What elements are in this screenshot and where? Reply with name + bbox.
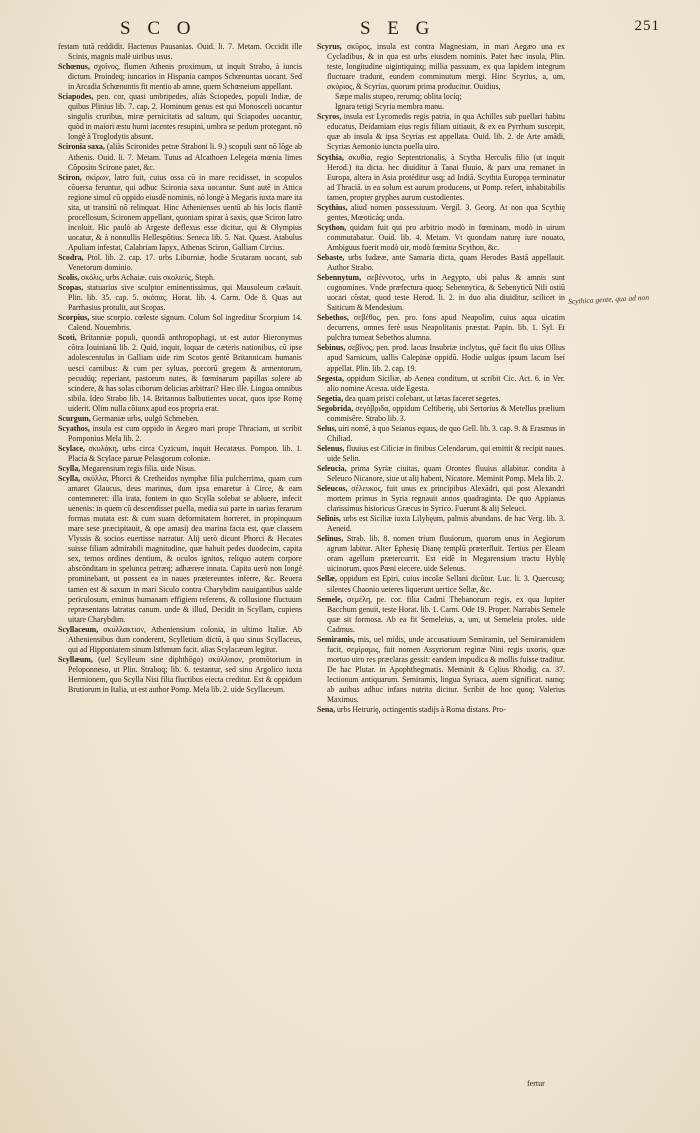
- entry-headword: Sebennytum,: [317, 273, 362, 283]
- left-column: [58, 42, 302, 695]
- entry-text: Ptol. lib. 2. cap. 17. urbs Liburniæ, hodie Scutaram uocant, sub Venetorum dominio.: [68, 252, 302, 273]
- entry-text: Britanniæ populi, quondā anthropophagi, ut est autor Hieronymus cõtra Iouinianū lib. 2. Quid, inquit, loquar de cæteris nationibus, cū ipse adolescentulus in Galliam uide rim Scotos gentē Britannicam humanis uesci carnibus: & cum per syluas, porcorū gregem & armentorum, pecudúq; reperiant, pastorum nates, & fœminarum papillas solere ab scindere, & has solas ciborum delicias arbitrari? Hæc ille. Lingua omnibus sibila. Ideo Strabo lib. 14. Britannos balbutientes uocat, quos ipse Romę uiderit. Olim nulla cõiunx apud eos propria erat.: [68, 333, 302, 413]
- entry-headword: Selenus,: [317, 443, 345, 453]
- dictionary-entry: [58, 424, 302, 444]
- entry-text: mis, uel midis, unde accusatiuum Semiramin, uel Semiramidem facit, σεμίραμις, fuit nomen Assyriorum reginæ Nini regis uxoris, quæ mortuo uiro res præclaras gessit: eandem impudica & mollis fuisse traditur. De hac Plutar. in Apophthegmatis. Meminit & Cęlius Rhodig. ca. 37. lectionum antiquarum. Semiramis, lingua Syriaca, auem significat. namq; ab auibus adhuc infans nutrita dicitur. Scribit de hoc quoq; Valerius Maximus.: [327, 634, 565, 705]
- entry-headword: Schœnus,: [58, 62, 90, 72]
- entry-text: σεβῖνος, pen. prod. lacus Insubriæ inclytus, quē facit flu uius Ollius apud Sarnicum, uallis Calepinæ oppidū. Hodie uulgus ipsum lacum Iseí appellat. Plin. lib. 2. cap. 19.: [327, 343, 565, 373]
- entry-headword: Seleucos,: [317, 484, 348, 494]
- entry-headword: Segesta,: [317, 373, 344, 383]
- entry-text: prima Syriæ ciuitas, quam Orontes fluuius allabitur. condita à Seleuco Nicanore, siue ut alij habent, Nicatore. Meminit Pomp. Mela lib. 2.: [327, 463, 565, 484]
- dictionary-entry: [58, 655, 302, 695]
- dictionary-entry: [317, 394, 565, 404]
- dictionary-entry: [317, 595, 565, 635]
- dictionary-entry: [58, 42, 302, 62]
- entry-headword: Scyllæum,: [58, 654, 93, 664]
- entry-headword: Sebethos,: [317, 313, 349, 323]
- entry-text: Ignara tetigi Scyria membra manu.: [335, 102, 444, 112]
- entry-text: quidam fuit qui pro arbitrio modò in fœminam, modò in uirum commutabatur. Ouid. lib. 4. Metam. Vt quondam naturę iure nouato, Ambiguus fuerit modò uir, modò fœmina Scython, &c.: [327, 222, 565, 252]
- dictionary-entry: [58, 173, 302, 253]
- dictionary-entry: [317, 635, 565, 705]
- entry-headword: Scylla,: [58, 474, 81, 484]
- dictionary-entry: [317, 705, 565, 715]
- dictionary-entry: [58, 625, 302, 655]
- entry-text: σκίρων, latro fuit, cuius ossa cū in mare recidisset, in scopulos cõuersa feruntur, qui adhuc Scironia saxa uocantur. Sunt autē in Attica regione simul cū oppido eiusdē nominis, nõ longè à Megaris iuxta mare ita sita, ut transitū nõ relinquat. Hinc Athenienses uentū ab his locis flantē procellosum, Scironem appellant, quoniam spirat à saxis, quæ Sciron latro incoluit. Hic paulò ab Argeste deflexus esse dicitur, qui & Olympius uocatur, & à nonnullis Hellespõtius. Seneca lib. 5. Nat. Quæst. Atabulus Apuliam infestat, Calabriam Iapyx, Athenas Sciron, Galliam Circius.: [68, 172, 302, 252]
- dictionary-entry: [317, 574, 565, 594]
- dictionary-entry: [58, 474, 302, 625]
- dictionary-entry: [317, 464, 565, 484]
- dictionary-entry: [58, 464, 302, 474]
- entry-headword: Semele,: [317, 594, 343, 604]
- entry-headword: Scylace,: [58, 443, 85, 453]
- dictionary-entry: [317, 534, 565, 574]
- dictionary-entry: [58, 92, 302, 142]
- entry-text: festam tutā reddidit. Hactenus Pausanias. Ouid. li. 7. Metam. Occidit ille Scinis, magnis malè uiribus usus.: [58, 42, 302, 62]
- entry-text: (aliàs Scironides petræ Straboni li. 9.) scopuli sunt nõ lõge ab Athenis. Ouid. li. 7. Metam. Tutus ad Alcathoen Lelegeia mœnia limes Cõposito Scirone patet, &c.: [68, 142, 302, 172]
- dictionary-entry: [317, 153, 565, 203]
- dictionary-entry: [58, 142, 302, 172]
- entry-headword: Scyathos,: [58, 423, 90, 433]
- header-left: S C O: [120, 18, 197, 39]
- dictionary-entry: [58, 62, 302, 92]
- entry-text: oppidum Siciliæ, ab Aenea conditum, ut scribit Cic. Act. 6. in Ver. alio nomine Acesta. uide Egesta.: [327, 373, 565, 393]
- dictionary-entry: [317, 112, 565, 152]
- entry-headword: Scironia saxa,: [58, 142, 105, 152]
- entry-headword: Segetia,: [317, 393, 344, 403]
- entry-text: σεγόβριδα, oppidum Celtiberię, ubi Sertorius & Metellus prælium commisêre. Strabo lib. 3.: [327, 403, 566, 423]
- dictionary-entry: [317, 102, 565, 112]
- dictionary-entry: [317, 374, 565, 394]
- page-number: 251: [634, 18, 660, 34]
- entry-headword: Scyrus,: [317, 42, 342, 51]
- entry-text: aliud nomen possessiuum. Vergil. 3. Georg. At non qua Scythię gentes, Mœoticáq; unda.: [327, 202, 565, 222]
- entry-text: urbs Hetrurię, octingentis stadijs à Roma distans. Pro-: [336, 705, 506, 715]
- entry-headword: Sciron,: [58, 172, 82, 182]
- dictionary-entry: [317, 424, 565, 444]
- dictionary-entry: [317, 343, 565, 373]
- dictionary-entry: [317, 223, 565, 253]
- dictionary-entry: [58, 333, 302, 413]
- entry-headword: Selinus,: [317, 534, 344, 544]
- entry-text: fluuius est Ciliciæ in finibus Celendarum, qui emittit & recipit naues. uide Selin.: [327, 443, 565, 463]
- entry-text: uiri nomē, à quo Seianus equus, de quo Gell. lib. 3. cap. 9. & Erasmus in Chiliad.: [327, 423, 565, 443]
- catchword: fertur: [527, 1079, 545, 1088]
- dictionary-entry: [317, 514, 565, 534]
- entry-text: σκυλάκη, urbs circa Cyzicum, inquit Hecatæus. Pompon. lib. 1. Placia & Scylace paruæ Pelasgorum coloniæ.: [68, 443, 303, 463]
- entry-headword: Selus,: [317, 423, 337, 433]
- entry-headword: Scython,: [317, 222, 347, 232]
- entry-text: urbs Iudææ, ante Samaria dicta, quam Herodes Bastā appellauit. Author Strabo.: [327, 252, 565, 273]
- entry-text: pen. cor, quasi umbripedes, aliás Sciopedes, populi Indiæ, de quibus Plinius lib. 7. cap. 2. Hominum genus est qui Monosceli uocantur singulis cruribus, miræ pernicitatis ad saltum, qui Sciapodes uocantur, quòd in maiori æstu humi iacentes resupini, umbra se pedum protegant. nõ longè à Troglodytis absunt.: [68, 92, 302, 142]
- entry-text: insula est cum oppido in Aegæo mari prope Thraciam, ut scribit Pomponius Mela lib. 2.: [68, 423, 302, 443]
- entry-headword: Scolis,: [58, 273, 80, 283]
- entry-headword: Segobrida,: [317, 403, 354, 413]
- entry-text: σεβέννυτος, urbs in Aegypto, ubi palus & amnis sunt cognomines. Vnde præfectura quoq; Sebennytica, & Sebenyticū Nili ostiū uocari cõstat, quod teste Herod. li. 2. in duo alia diuiditur, scilicet in Saiticum & Mendesium.: [327, 273, 565, 313]
- entry-headword: Sena,: [317, 705, 336, 715]
- entry-text: σκυθία, regio Septentrionalis, à Scytha Herculis filio (ut inquit Herod.) ita dicta. hec diuiditur à Tanai fluuio, & pars una remanet in Europa, altera in Asia protéditur usq; ad Indiā. Scythia Europęa terminatur ad Thraciā. in ea solum est aurum producens, ut Pomp. refert, inhabitabilis tamen, propter gryphes aurum custodientes.: [327, 152, 565, 202]
- entry-headword: Sciapodes,: [58, 92, 94, 102]
- entry-text: Megarensium regis filia. uide Nisus.: [81, 463, 196, 473]
- dictionary-entry: [317, 203, 565, 223]
- entry-headword: Scodra,: [58, 252, 84, 262]
- entry-text: Sæpe malis stupeo, rerumq; oblita locíq;: [335, 92, 462, 102]
- dictionary-entry: [58, 414, 302, 424]
- entry-headword: Scyros,: [317, 112, 342, 122]
- entry-text: statuarius sive sculptor eminentissimus, qui Mausoleum cælauit. Plin. lib. 35. cap. 5. σκόπας. Horat. lib. 4. Carm. Ode 8. Quas aut Parrhasius protulit, aut Scopas.: [68, 283, 302, 313]
- dictionary-entry: [317, 92, 565, 102]
- dictionary-entry: [317, 273, 565, 313]
- dictionary-entry: [317, 404, 565, 424]
- dictionary-entry: [317, 444, 565, 464]
- entry-text: Strab. lib. 8. nomen trium fluuiorum, quorum unus in Aegiorum agrum labitur. Alter Ephesię Dianę templū præterfluit. Tertius per Eleam oram agellum prætercurrit. Est eidē in Megarensium tractu Hyblę uicinorum, quos Pœni eiecere. uide Selenus.: [327, 534, 565, 574]
- entry-headword: Sellæ,: [317, 574, 337, 584]
- dictionary-entry: [58, 273, 302, 283]
- entry-text: σεβέθος, pen. pro. fons apud Neapolim, cuius aqua uicatim decurrens, omnes ferè usus Neapolitanis præstat. Papin. lib. 1. Syl. Et pulchra tumeat Sebethos alumna.: [327, 313, 565, 343]
- entry-headword: Scurgum,: [58, 413, 91, 423]
- dictionary-entry: [58, 253, 302, 273]
- entry-text: (uel Scylleum sine diphthōgo) σκύλλαιον, promōtorium in Peloponneso, ut Plin. Straboq; lib. 6. testantur, sed sinu Argolico iuxta Hermionem, quo Scylla Nisi filia fluctibus eiecta creditur. Est & oppidum Brutiorum in Italia, ut est author Pomp. Mela lib. 2. uide Scyllaceum.: [68, 654, 302, 694]
- entry-text: oppidum est Epiri, cuius incolæ Sellani dicūtur. Luc. li. 3. Quercusq; silentes Chaonio ueteres liquerunt uertice Sellæ, &c.: [327, 574, 565, 594]
- entry-headword: Seleucia,: [317, 463, 347, 473]
- entry-text: σκύλλα, Phorci & Cretheidos nymphæ filia pulcherrima, quam cum amaret Glaucus, deus marinus, dum ipsa emaretur à Circe, & eam contemneret: illa irata, fontem in quo Scylla solebat se abluere, infecit uenenis: in quem cū descendisset puella, media sui parte in uarias ferarum formas mutata est: & cum suam deformitatem horreret, in propinquum mare sese præcipitauit, & ope amasij dea marina facta est, quæ classem Vlyssis & socios euertisse narratur. Alij uerò dicunt Phorci & Hecates suisse filiam admirabili magnitudine, quæ habuit pedes duodecim, capita sex, ternos ordines dentium, & oculos ignitos, reliquo autem corpore abscōnditam in spelunca petræq; adhærere innata. Capita uerò non longè prominebant, ut possent ea in naues prætereuntes inferre, &c. Reuera tamen est & saxum in mari Siculo contra Charybdim nauigantibus ualde periculosum, eminus humanam effigiem referens, & collusione fluctuum repræsentans latratus canum. unde & illud, Decidit in Scyllam, cupiens uitare Charybdim.: [68, 474, 302, 624]
- dictionary-entry: [317, 42, 565, 92]
- header-center: S E G: [360, 18, 436, 39]
- entry-headword: Scyllaceum,: [58, 624, 99, 634]
- dictionary-entry: [58, 444, 302, 464]
- entry-headword: Sebinus,: [317, 343, 346, 353]
- entry-text: dea quam prisci colebant, ut lætas faceret segetes.: [344, 393, 501, 403]
- entry-text: σχοῖνος, flumen Athenis proximum, ut inquit Strabo, à iuncis dictum. Proindeq; iuncarios in Hispania campos Schœnuntas uocant. Sed in Arcadia Schœnuntis fit mentio ab amne, quem Schœneium appellant.: [68, 62, 302, 92]
- entry-headword: Semiramis,: [317, 634, 355, 644]
- entry-text: σέλευκος, fuit unus ex principibus Alexādri, qui post Alexandri mortem primus in Syria regnauit annos quadraginta. De quo Appianus clarissimus historicus Græcus in Syrico. Fuerunt & alij Seleuci.: [327, 484, 566, 514]
- handwritten-margin-note: Scythica gente, qua ad non: [567, 292, 650, 306]
- entry-headword: Sebaste,: [317, 252, 345, 262]
- entry-headword: Scorpius,: [58, 313, 90, 323]
- entry-text: σκυλλακτιον, Atheniensium colonia, in ultimo Italiæ. Ab Atheniensibus dum conderent, Scylletium dictū, à quo sinus Scyllaceus, qui ad Hipponiatem sinum Isthmum facit. alias Scylacæum legitur.: [68, 624, 302, 654]
- entry-headword: Scylla,: [58, 463, 81, 473]
- entry-text: urbs est Siciliæ iuxta Lilybęum, palmis abundans. de hac Verg. lib. 3. Aeneid.: [327, 514, 565, 534]
- entry-text: σκῦρος, insula est contra Magnesiam, in mari Aegæo una ex Cycladibus, & in qua est urbs eiusdem nominis. Patet hæc insula, Plin. teste, longitudine uigintiquinq; millia passuum, ex qua lapidem integrum fluctuare tradunt, eundem comminutum mergi. Hinc Scyrius, a, um, σκύριος, & Scyrias, quorum prima producitur. Ouidius,: [327, 42, 565, 92]
- dictionary-entry: [58, 313, 302, 333]
- entry-headword: Scopas,: [58, 283, 84, 293]
- dictionary-entry: [317, 484, 565, 514]
- entry-text: Germaniæ urbs, uulgò Schmeben.: [92, 413, 200, 423]
- entry-text: siue scorpio. cœleste signum. Colum Sol ingreditur Scorpium 14. Calend. Nouembris.: [68, 313, 302, 333]
- entry-headword: Scythia,: [317, 152, 344, 162]
- dictionary-entry: [317, 253, 565, 273]
- entry-headword: Selinis,: [317, 514, 341, 524]
- entry-text: insula est Lycomedis regis patria, in qua Achilles sub puellari habitu educatus, Deidamiam eius regis filiam uitiauit, & ex ea Pyrrhum suscepit, quæ ab insula & ipsa Scyrias est appellata. Ouid. lib. 2. de Arte amādi, Scyrias Aemonio iuncta puella uiro.: [327, 112, 565, 152]
- entry-headword: Scoti,: [58, 333, 77, 343]
- dictionary-entry: [317, 313, 565, 343]
- dictionary-entry: [58, 283, 302, 313]
- entry-headword: Scythius,: [317, 202, 348, 212]
- running-header: [60, 12, 660, 42]
- right-column: [317, 42, 565, 715]
- entry-text: σκόλις, urbs Achaiæ. cuis σκολιεύς, Steph.: [81, 273, 215, 283]
- entry-text: σεμέλη, pe. cor. filia Cadmi Thebanorum regis, ex qua Iupiter Bacchum genuit, teste Horat. lib. 1. Carm. Ode 19. Proper. Narrabis Semele quæ sit formosa. Ab ea fit Semeleius, a, um, ut Semeleia proles. uide Cadmus.: [327, 594, 565, 634]
